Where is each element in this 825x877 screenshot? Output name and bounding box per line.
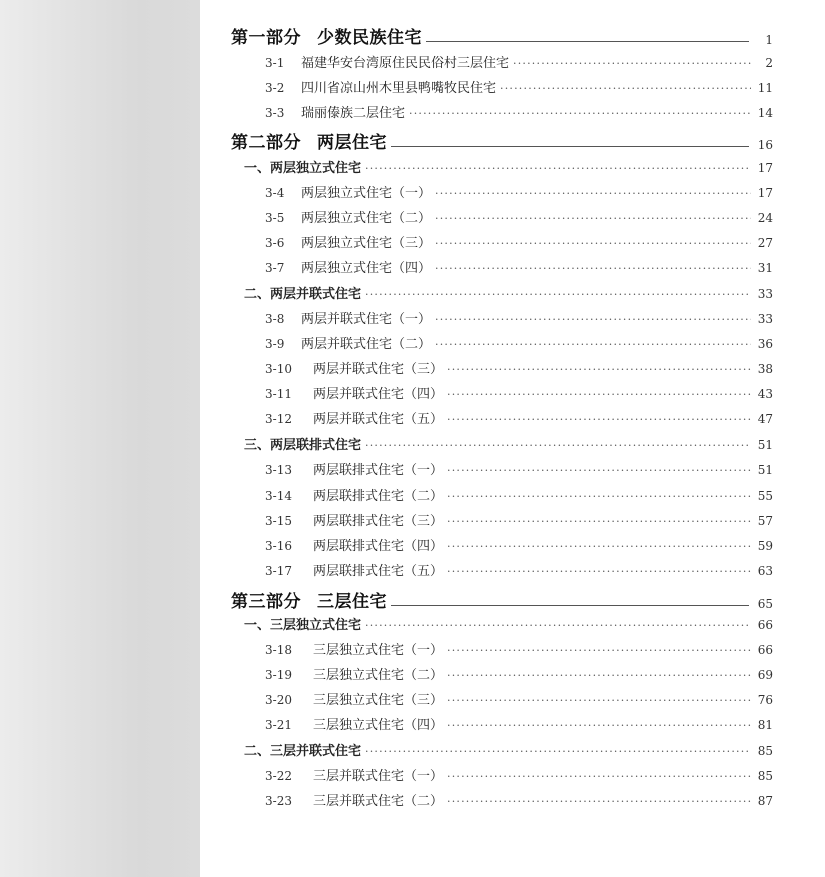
entry-title: 三层独立式住宅（一） <box>313 643 444 658</box>
page-number: 33 <box>757 287 773 301</box>
toc-entry-3-20[interactable] <box>265 689 773 709</box>
toc-entry-3-7[interactable] <box>265 257 773 277</box>
leader-dots <box>513 57 751 70</box>
leader-dots <box>447 464 751 477</box>
entry-title: 三层并联式住宅（一） <box>313 769 444 784</box>
page-number: 55 <box>757 489 773 503</box>
toc-entry-3-19[interactable] <box>265 664 773 684</box>
entry-number: 3-17 <box>265 564 292 578</box>
toc-entry-3-17[interactable] <box>265 560 773 580</box>
entry-title: 四川省凉山州木里县鸭嘴牧民住宅 <box>301 81 497 96</box>
page-number: 51 <box>757 463 773 477</box>
entry-title: 两层独立式住宅（一） <box>301 186 432 201</box>
entry-title: 两层独立式住宅（二） <box>301 211 432 226</box>
leader-dots <box>365 745 751 758</box>
page-number: 33 <box>757 312 773 326</box>
toc-entry-3-4[interactable] <box>265 182 773 202</box>
leader-dots <box>447 363 751 376</box>
section-heading-3-2[interactable] <box>244 740 773 760</box>
page-number: 38 <box>757 362 773 376</box>
entry-number: 3-5 <box>265 211 285 225</box>
section-heading-2-3[interactable] <box>244 434 773 454</box>
page-number: 69 <box>757 668 773 682</box>
leader-dots <box>365 439 751 452</box>
part-title-2: 第二部分 两层住宅 <box>231 133 387 153</box>
page-number: 87 <box>757 794 773 808</box>
toc-entry-3-21[interactable] <box>265 714 773 734</box>
page-number: 63 <box>757 564 773 578</box>
page-number: 31 <box>757 261 773 275</box>
toc-entry-3-13[interactable] <box>265 459 773 479</box>
leader-dots <box>447 515 751 528</box>
page-number: 51 <box>757 438 773 452</box>
entry-title: 两层并联式住宅（一） <box>301 312 432 327</box>
entry-number: 3-20 <box>265 693 292 707</box>
entry-title: 两层并联式住宅（四） <box>313 387 444 402</box>
part-heading-3[interactable] <box>231 586 773 612</box>
entry-number: 3-2 <box>265 81 285 95</box>
entry-number: 3-1 <box>265 56 285 70</box>
page-number: 16 <box>757 138 773 152</box>
toc-entry-3-6[interactable] <box>265 232 773 252</box>
leader-dots <box>447 490 751 503</box>
leader-dots <box>447 795 751 808</box>
entry-title: 三层独立式住宅（四） <box>313 718 444 733</box>
page-number: 81 <box>757 718 773 732</box>
section-title: 二、两层并联式住宅 <box>244 287 362 302</box>
page-number: 43 <box>757 387 773 401</box>
toc-entry-3-8[interactable] <box>265 308 773 328</box>
leader-dots <box>365 162 751 175</box>
entry-number: 3-23 <box>265 794 292 808</box>
entry-number: 3-22 <box>265 769 292 783</box>
leader-dots <box>365 619 751 632</box>
toc-entry-3-12[interactable] <box>265 408 773 428</box>
page-number: 1 <box>765 33 773 47</box>
leader-dots <box>365 288 751 301</box>
page-number: 85 <box>757 744 773 758</box>
part-title-1: 第一部分 少数民族住宅 <box>231 28 422 48</box>
entry-number: 3-13 <box>265 463 292 477</box>
entry-title: 两层联排式住宅（四） <box>313 539 444 554</box>
page-number: 14 <box>757 106 773 120</box>
entry-number: 3-6 <box>265 236 285 250</box>
toc-entry-3-3[interactable] <box>265 102 773 122</box>
entry-number: 3-10 <box>265 362 292 376</box>
entry-title: 三层并联式住宅（二） <box>313 794 444 809</box>
heading-rule <box>391 146 749 147</box>
leader-dots <box>447 413 751 426</box>
leader-dots <box>447 694 751 707</box>
section-heading-2-2[interactable] <box>244 283 773 303</box>
section-title: 一、两层独立式住宅 <box>244 161 362 176</box>
entry-number: 3-7 <box>265 261 285 275</box>
entry-title: 两层独立式住宅（四） <box>301 261 432 276</box>
page-number: 85 <box>757 769 773 783</box>
toc-entry-3-10[interactable] <box>265 358 773 378</box>
page-number: 11 <box>757 81 773 95</box>
entry-title: 两层并联式住宅（二） <box>301 337 432 352</box>
page-number: 27 <box>757 236 773 250</box>
page-number: 66 <box>757 618 773 632</box>
page-number: 59 <box>757 539 773 553</box>
section-title: 一、三层独立式住宅 <box>244 618 362 633</box>
heading-rule <box>426 41 749 42</box>
part-title-3: 第三部分 三层住宅 <box>231 592 387 612</box>
leader-dots <box>447 565 751 578</box>
entry-title: 两层独立式住宅（三） <box>301 236 432 251</box>
entry-title: 两层并联式住宅（三） <box>313 362 444 377</box>
toc-entry-3-15[interactable] <box>265 510 773 530</box>
toc-entry-3-18[interactable] <box>265 639 773 659</box>
entry-title: 两层联排式住宅（五） <box>313 564 444 579</box>
entry-number: 3-3 <box>265 106 285 120</box>
toc-entry-3-16[interactable] <box>265 535 773 555</box>
section-heading-3-1[interactable] <box>244 614 773 634</box>
entry-title: 三层独立式住宅（二） <box>313 668 444 683</box>
entry-title: 两层并联式住宅（五） <box>313 412 444 427</box>
toc-entry-3-5[interactable] <box>265 207 773 227</box>
entry-number: 3-19 <box>265 668 292 682</box>
leader-dots <box>435 212 751 225</box>
page-number: 57 <box>757 514 773 528</box>
part-heading-1[interactable] <box>231 22 773 48</box>
toc-entry-3-1[interactable] <box>265 52 773 72</box>
entry-number: 3-21 <box>265 718 292 732</box>
entry-number: 3-8 <box>265 312 285 326</box>
entry-number: 3-18 <box>265 643 292 657</box>
leader-dots <box>435 313 751 326</box>
leader-dots <box>409 107 751 120</box>
leader-dots <box>447 770 751 783</box>
leader-dots <box>447 388 751 401</box>
toc-entry-3-9[interactable] <box>265 333 773 353</box>
page-number: 47 <box>757 412 773 426</box>
entry-title: 两层联排式住宅（二） <box>313 489 444 504</box>
entry-number: 3-16 <box>265 539 292 553</box>
page-number: 24 <box>757 211 773 225</box>
page-number: 76 <box>757 693 773 707</box>
toc-entry-3-11[interactable] <box>265 383 773 403</box>
page-number: 2 <box>765 56 773 70</box>
page-number: 17 <box>757 161 773 175</box>
part-heading-2[interactable] <box>231 127 773 153</box>
section-heading-2-1[interactable] <box>244 157 773 177</box>
entry-number: 3-9 <box>265 337 285 351</box>
entry-title: 两层联排式住宅（三） <box>313 514 444 529</box>
leader-dots <box>435 237 751 250</box>
page-number: 65 <box>757 597 773 611</box>
leader-dots <box>447 669 751 682</box>
leader-dots <box>447 644 751 657</box>
entry-title: 两层联排式住宅（一） <box>313 463 444 478</box>
toc-entry-3-22[interactable] <box>265 765 773 785</box>
entry-title: 三层独立式住宅（三） <box>313 693 444 708</box>
section-title: 二、三层并联式住宅 <box>244 744 362 759</box>
toc-entry-3-14[interactable] <box>265 485 773 505</box>
entry-number: 3-15 <box>265 514 292 528</box>
leader-dots <box>447 719 751 732</box>
leader-dots <box>500 82 751 95</box>
toc-entry-3-2[interactable] <box>265 77 773 97</box>
toc-entry-3-23[interactable] <box>265 790 773 810</box>
page-number: 17 <box>757 186 773 200</box>
entry-number: 3-14 <box>265 489 292 503</box>
leader-dots <box>435 262 751 275</box>
leader-dots <box>447 540 751 553</box>
page-number: 66 <box>757 643 773 657</box>
section-title: 三、两层联排式住宅 <box>244 438 362 453</box>
leader-dots <box>435 187 751 200</box>
entry-title: 福建华安台湾原住民民俗村三层住宅 <box>301 56 510 71</box>
leader-dots <box>435 338 751 351</box>
entry-number: 3-11 <box>265 387 292 401</box>
heading-rule <box>391 605 749 606</box>
entry-number: 3-12 <box>265 412 292 426</box>
entry-title: 瑞丽傣族二层住宅 <box>301 106 406 121</box>
entry-number: 3-4 <box>265 186 285 200</box>
page-number: 36 <box>757 337 773 351</box>
